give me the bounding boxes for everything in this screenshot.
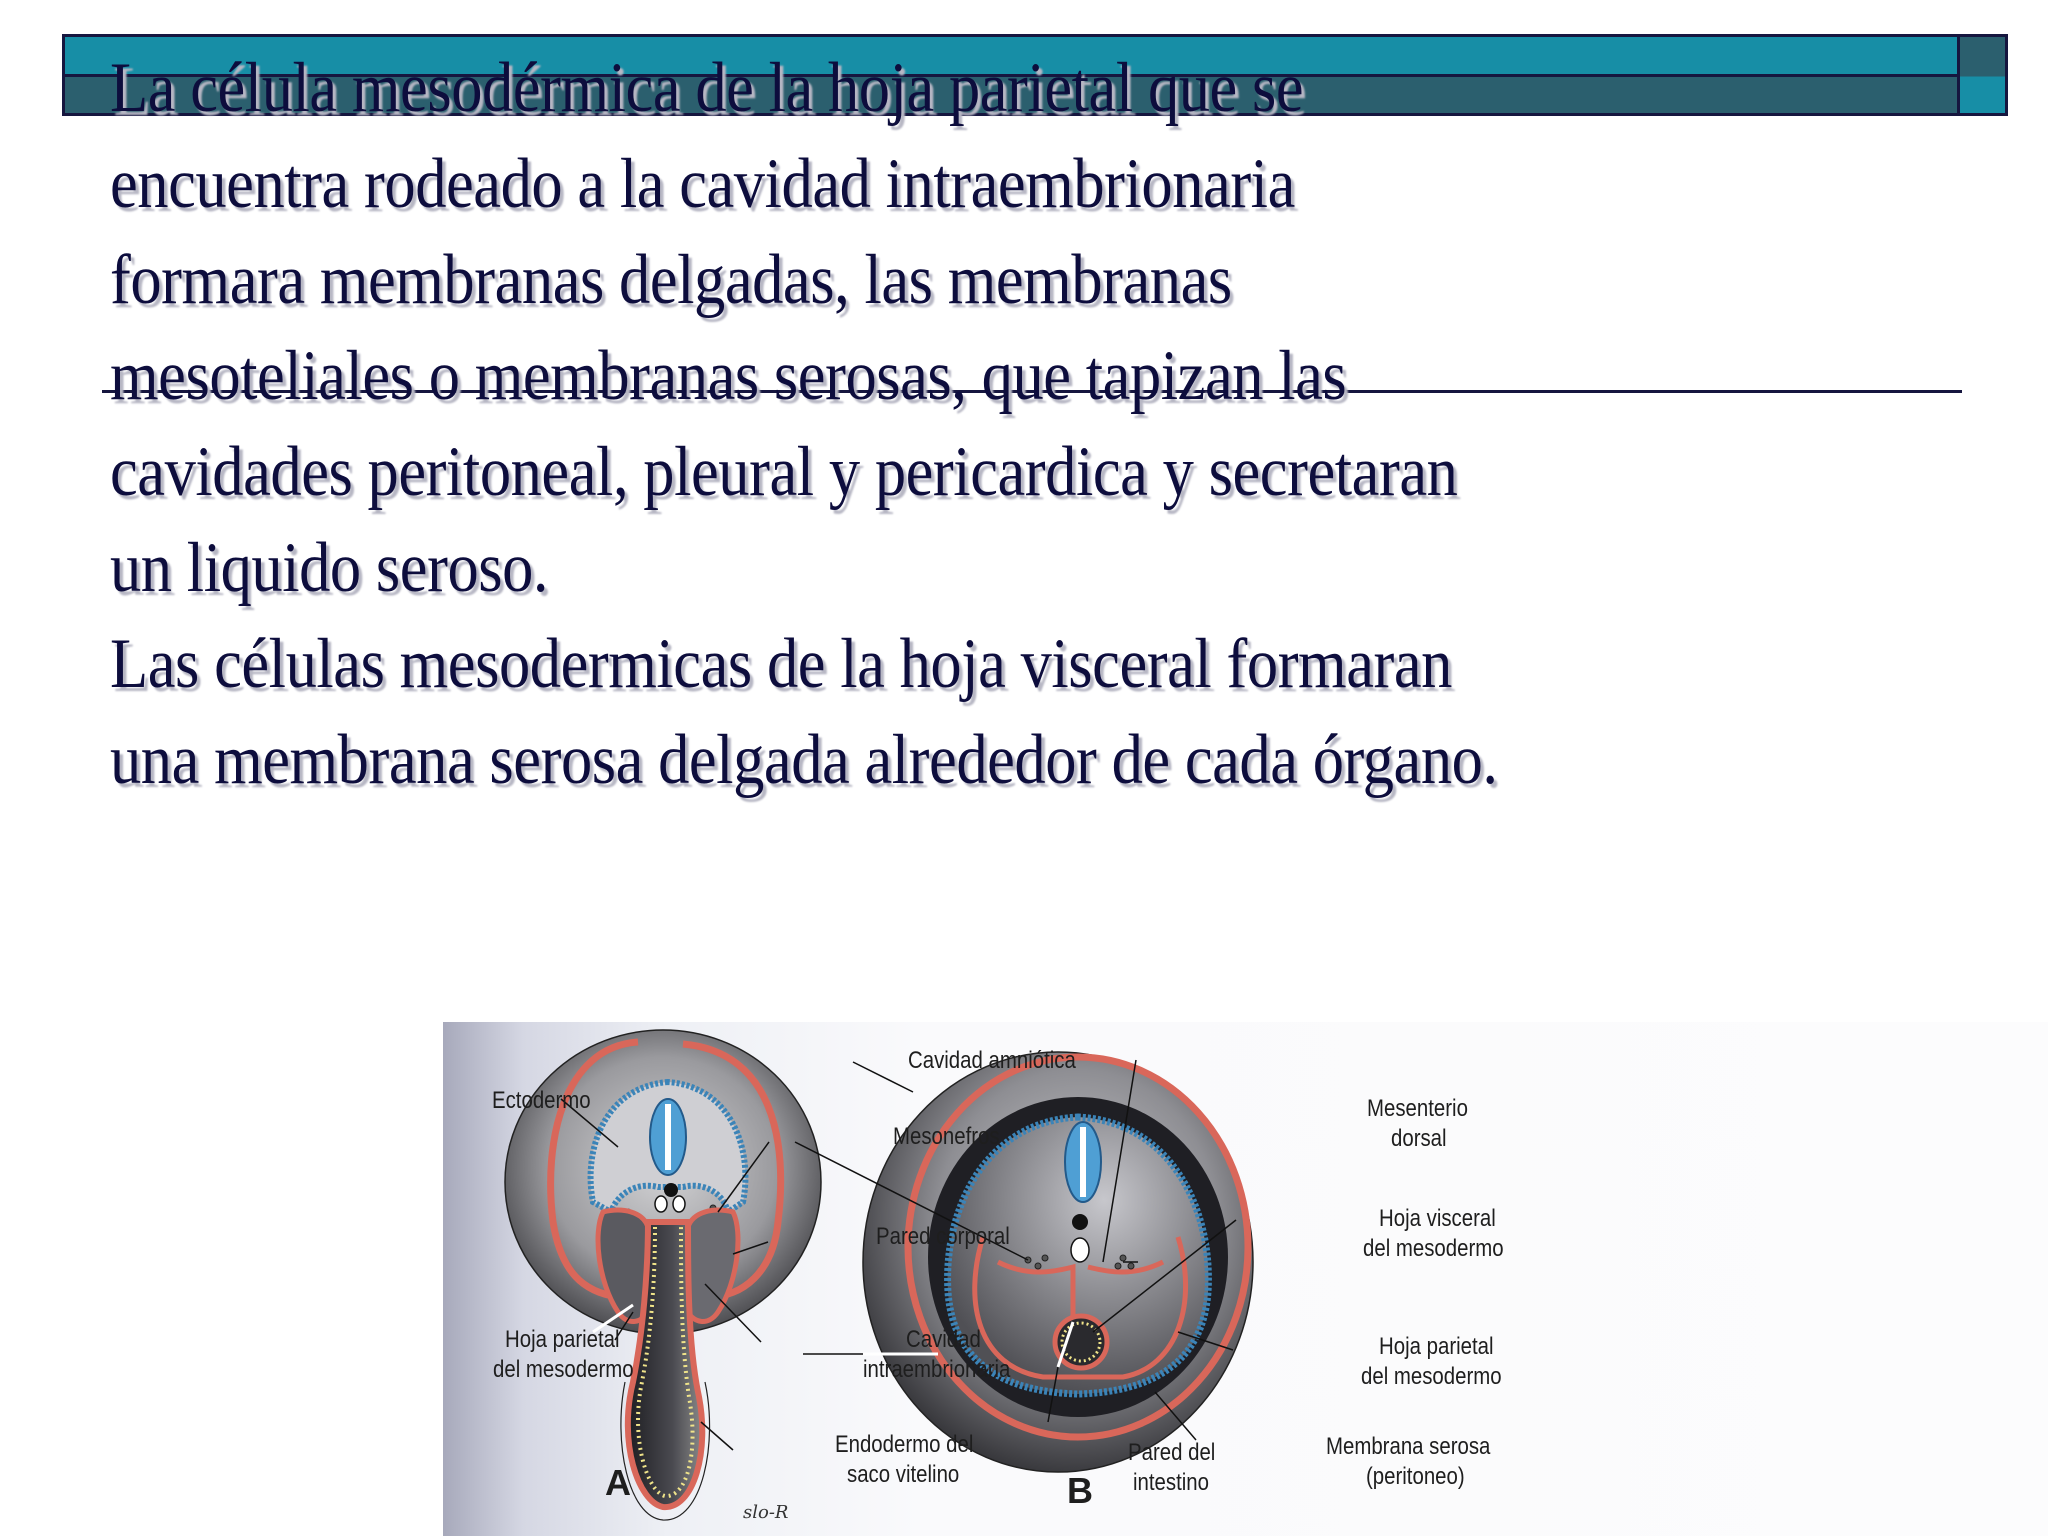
- label-mesonefros: Mesonefros: [893, 1123, 1000, 1150]
- label-hoja-visceral: Hoja visceral: [1379, 1205, 1496, 1232]
- label-ectodermo: Ectodermo: [492, 1087, 591, 1114]
- text-line: formara membranas delgadas, las membranas: [110, 241, 1232, 319]
- label-cavidad-amniotica: Cavidad amniótica: [908, 1047, 1076, 1074]
- slide-body-text: [110, 40, 1993, 808]
- text-line: un liquido seroso.: [110, 529, 549, 607]
- label-hoja-visceral-2: del mesodermo: [1363, 1235, 1504, 1262]
- label-membrana-serosa: Membrana serosa: [1326, 1433, 1491, 1460]
- label-pared-intestino: Pared del: [1128, 1439, 1216, 1466]
- text-line: mesoteliales o membranas serosas, que tapizan las: [110, 337, 1347, 415]
- label-hoja-parietal-a: Hoja parietal: [505, 1326, 620, 1353]
- label-pared-corporal: Pared corporal: [876, 1223, 1010, 1250]
- text-line: una membrana serosa delgada alrededor de cada órgano.: [110, 721, 1498, 799]
- text-line: encuentra rodeado a la cavidad intraembrionaria: [110, 145, 1295, 223]
- text-line: La célula mesodérmica de la hoja parietal que se: [110, 49, 1304, 127]
- label-hoja-parietal-b: Hoja parietal: [1379, 1333, 1494, 1360]
- label-hoja-parietal-b-2: del mesodermo: [1361, 1363, 1502, 1390]
- illustrator-signature: slo-R: [743, 1502, 789, 1523]
- panel-letter-a: A: [605, 1462, 631, 1503]
- label-pared-intestino-2: intestino: [1133, 1469, 1209, 1496]
- label-cavidad: Cavidad: [906, 1326, 981, 1353]
- text-line: cavidades peritoneal, pleural y pericardica y secretaran: [110, 433, 1458, 511]
- label-membrana-serosa-2: (peritoneo): [1366, 1463, 1465, 1490]
- label-endodermo-2: saco vitelino: [847, 1461, 960, 1488]
- panel-letter-b: B: [1067, 1470, 1093, 1511]
- label-mesenterio: Mesenterio: [1367, 1095, 1468, 1122]
- embryo-diagram-illustration: [443, 1022, 2048, 1536]
- label-endodermo: Endodermo del: [835, 1431, 974, 1458]
- text-line: Las células mesodermicas de la hoja visceral formaran: [110, 625, 1452, 703]
- label-hoja-parietal-a-2: del mesodermo: [493, 1356, 634, 1383]
- label-cavidad-2: intraembrionaria: [863, 1356, 1011, 1383]
- embryo-cross-section-figure: [443, 1022, 2048, 1536]
- label-mesenterio-2: dorsal: [1391, 1125, 1447, 1152]
